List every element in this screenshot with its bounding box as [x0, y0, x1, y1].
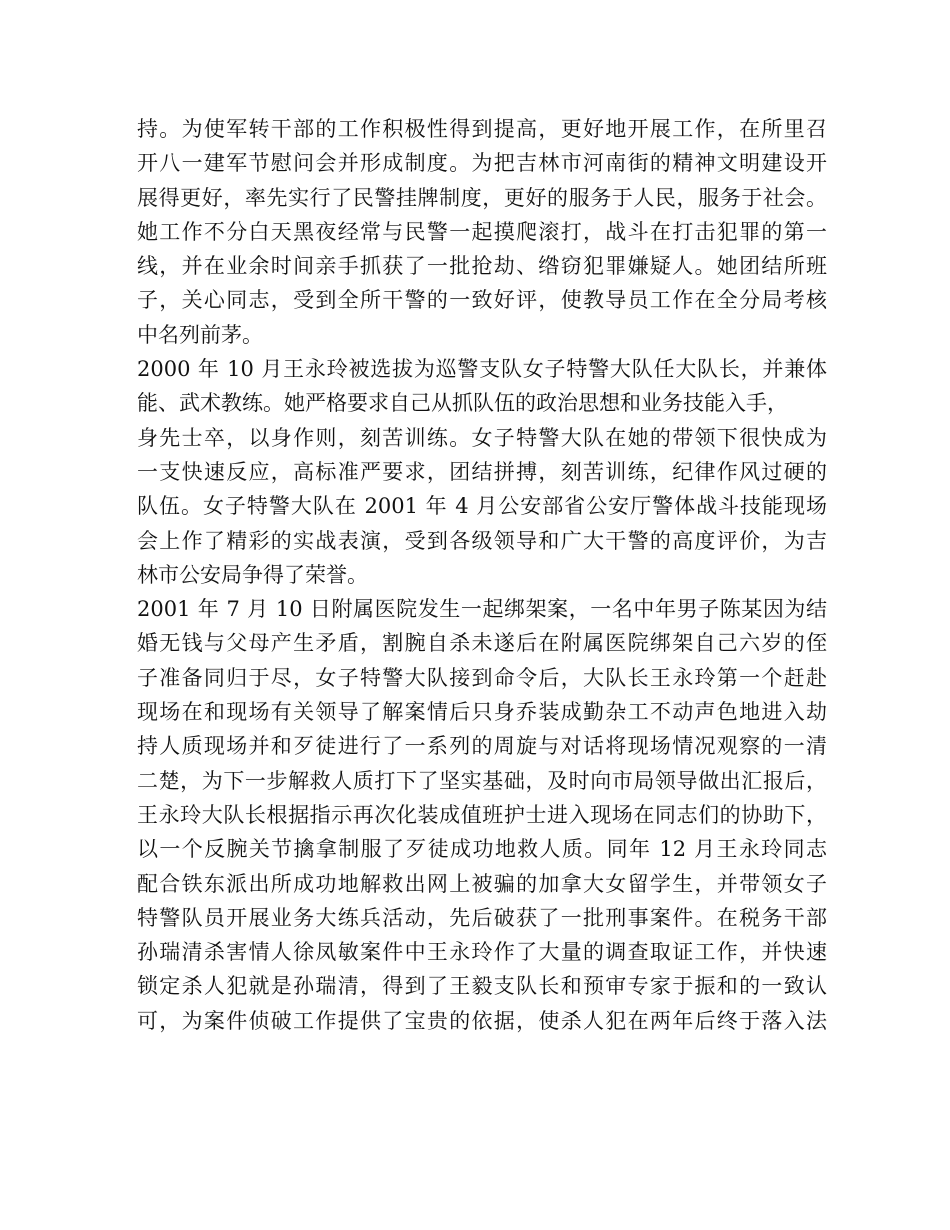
text-line: 展得更好，率先实行了民警挂牌制度，更好的服务于人民，服务于社会。 — [137, 185, 827, 210]
text-line: 她工作不分白天黑夜经常与民警一起摸爬滚打，战斗在打击犯罪的第一 — [137, 219, 827, 244]
text-line: 配合铁东派出所成功地解救出网上被骗的加拿大女留学生，并带领女子 — [137, 871, 827, 896]
body-text — [137, 112, 827, 1038]
text-line: 婚无钱与父母产生矛盾，割腕自杀未遂后在附属医院绑架自己六岁的侄 — [137, 631, 827, 656]
text-line: 二楚，为下一步解救人质打下了坚实基础，及时向市局领导做出汇报后， — [137, 768, 827, 793]
text-line: 子准备同归于尽，女子特警大队接到命令后，大队长王永玲第一个赶赴 — [137, 665, 827, 690]
text-line: 中名列前茅。 — [137, 322, 263, 347]
text-line: 持。为使军转干部的工作积极性得到提高，更好地开展工作，在所里召 — [137, 117, 827, 141]
text-line: 子，关心同志，受到全所干警的一致好评，使教导员工作在全分局考核 — [137, 288, 827, 313]
text-line: 持人质现场并和歹徒进行了一系列的周旋与对话将现场情况观察的一清 — [137, 734, 827, 759]
text-line: 身先士卒，以身作则，刻苦训练。女子特警大队在她的带领下很快成为 — [137, 425, 827, 450]
text-line: 现场在和现场有关领导了解案情后只身乔装成勤杂工不动声色地进入劫 — [137, 700, 827, 725]
text-line: 线，并在业余时间亲手抓获了一批抢劫、绺窃犯罪嫌疑人。她团结所班 — [137, 254, 827, 279]
text-line: 锁定杀人犯就是孙瑞清，得到了王毅支队长和预审专家于振和的一致认 — [137, 974, 827, 999]
text-line: 开八一建军节慰问会并形成制度。为把吉林市河南街的精神文明建设开 — [137, 151, 827, 176]
text-line: 孙瑞清杀害情人徐凤敏案件中王永玲作了大量的调查取证工作，并快速 — [137, 940, 827, 965]
text-line: 2001 年 7 月 10 日附属医院发生一起绑架案，一名中年男子陈某因为结 — [137, 597, 827, 622]
text-line: 特警队员开展业务大练兵活动，先后破获了一批刑事案件。在税务干部 — [137, 905, 827, 930]
text-line: 可，为案件侦破工作提供了宝贵的依据，使杀人犯在两年后终于落入法 — [137, 1008, 827, 1033]
text-line: 王永玲大队长根据指示再次化装成值班护士进入现场在同志们的协助下， — [137, 802, 827, 827]
text-line: 能、武术教练。她严格要求自己从抓队伍的政治思想和业务技能入手， — [137, 391, 788, 416]
text-line: 以一个反腕关节擒拿制服了歹徒成功地救人质。同年 12 月王永玲同志 — [137, 837, 827, 862]
text-line: 2000 年 10 月王永玲被选拔为巡警支队女子特警大队任大队长，并兼体 — [137, 357, 827, 382]
text-line: 林市公安局争得了荣誉。 — [137, 562, 368, 587]
text-line: 一支快速反应，高标准严要求，团结拼搏，刻苦训练，纪律作风过硬的 — [137, 459, 827, 484]
text-line: 队伍。女子特警大队在 2001 年 4 月公安部省公安厅警体战斗技能现场 — [137, 494, 827, 519]
text-line: 会上作了精彩的实战表演，受到各级领导和广大干警的高度评价，为吉 — [137, 528, 827, 553]
